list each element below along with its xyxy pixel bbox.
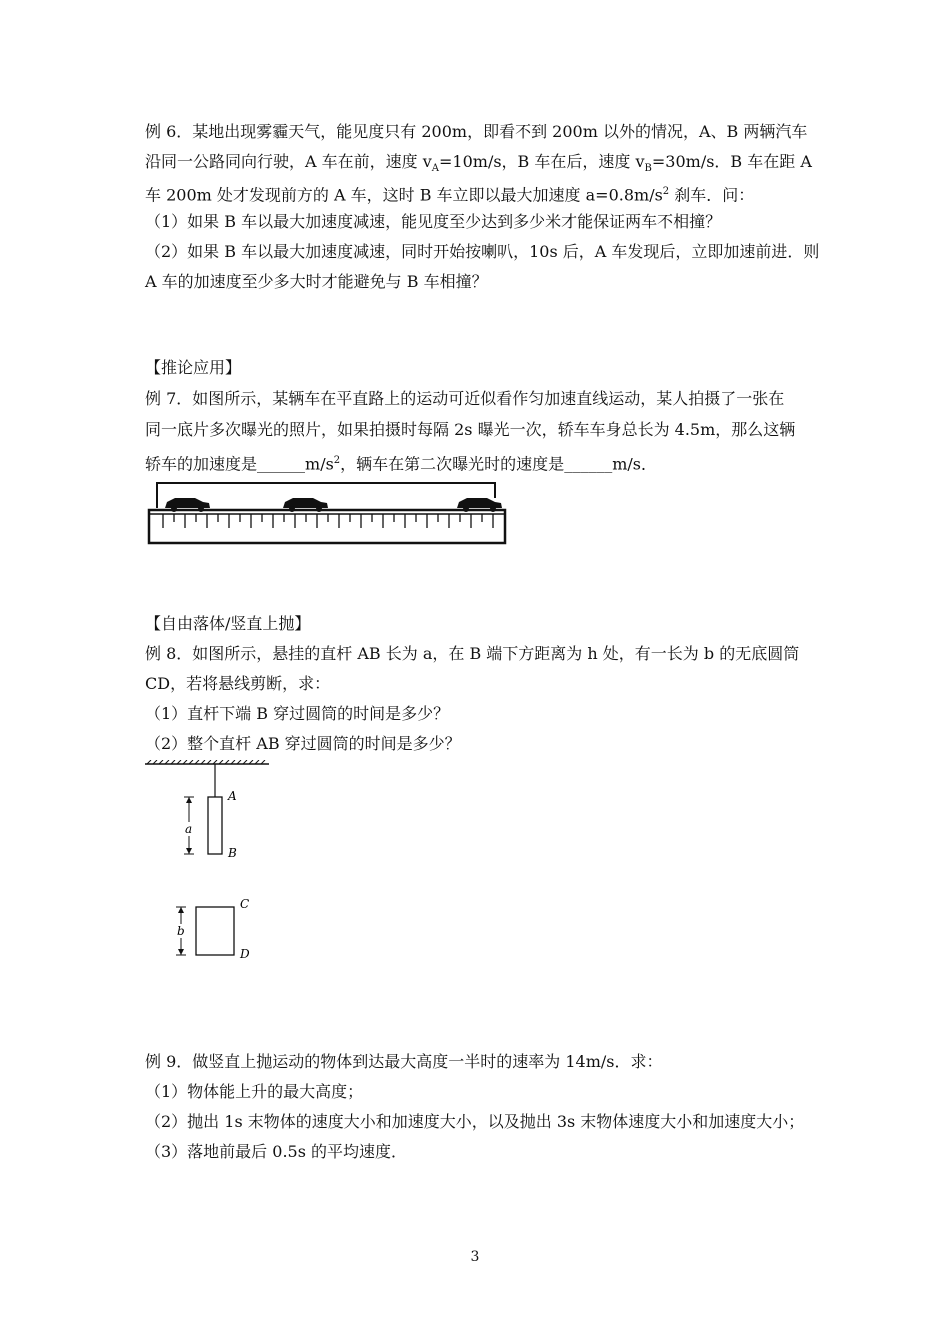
rod-cylinder-figure bbox=[145, 760, 275, 962]
ex6-line-2: 沿同一公路同向行驶，A 车在前，速度 $v_A=10m/s$，B 车在后，速度 $v_B=30m/s$．B 车在距 A bbox=[145, 152, 812, 175]
section-heading-tuilun: 【推论应用】 bbox=[145, 358, 242, 377]
page-number: 3 bbox=[470, 1249, 480, 1265]
ex7-line-3: 轿车的加速度是$\_\_\_\_\_\_m/s^2$，辆车在第二次曝光时的速度是______m/s． bbox=[145, 454, 657, 474]
ex9-line-1: 例 9．做竖直上抛运动的物体到达最大高度一半时的速率为 14m/s．求： bbox=[145, 1052, 663, 1071]
label-a-point: A bbox=[228, 789, 237, 803]
ex9-question-1: （1）物体能上升的最大高度； bbox=[145, 1082, 364, 1101]
ex8-line-1: 例 8．如图所示，悬挂的直杆 AB 长为 a，在 B 端下方距离为 h 处，有一长为 b 的无底圆筒 bbox=[145, 644, 800, 663]
label-b-length: b bbox=[177, 924, 185, 938]
ex6-line-1: 例 6．某地出现雾霾天气，能见度只有 200m，即看不到 200m 以外的情况，A、B 两辆汽车 bbox=[145, 122, 808, 141]
rod-ab bbox=[208, 797, 222, 854]
ex7-line-1: 例 7．如图所示，某辆车在平直路上的运动可近似看作匀加速直线运动，某人拍摄了一张在 bbox=[145, 389, 785, 408]
ruler-ticks bbox=[163, 514, 493, 528]
ex9-question-3: （3）落地前最后 0.5s 的平均速度． bbox=[145, 1142, 408, 1161]
ex8-line-2: CD，若将悬线剪断，求： bbox=[145, 674, 331, 693]
label-c-point: C bbox=[240, 897, 250, 911]
ex9-question-2: （2）抛出 1s 末物体的速度大小和加速度大小，以及抛出 3s 末物体速度大小和加速度大小； bbox=[145, 1112, 805, 1131]
label-d-point: D bbox=[240, 947, 250, 961]
ex8-question-1: （1）直杆下端 B 穿过圆筒的时间是多少？ bbox=[145, 704, 450, 723]
ex8-question-2: （2）整个直杆 AB 穿过圆筒的时间是多少？ bbox=[145, 734, 461, 753]
section-heading-ziyou: 【自由落体/竖直上抛】 bbox=[145, 614, 311, 633]
ex6-question-2-cont: A 车的加速度至少多大时才能避免与 B 车相撞？ bbox=[145, 272, 488, 291]
answer-blank-1: ______ bbox=[257, 454, 306, 474]
cylinder-cd bbox=[196, 907, 234, 955]
ex6-question-2: （2）如果 B 车以最大加速度减速，同时开始按喇叭，10s 后，A 车发现后，立即加速前进．则 bbox=[145, 242, 820, 261]
car-ruler-figure bbox=[145, 478, 510, 546]
ex6-line-3: 车 200m 处才发现前方的 A 车，这时 B 车立即以最大加速度 $a=0.8m/s^2$ 刹车．问： bbox=[145, 185, 755, 205]
ruler bbox=[149, 510, 505, 543]
answer-blank-2: ______ bbox=[564, 454, 613, 474]
label-a-length: a bbox=[185, 822, 193, 836]
ex6-question-1: （1）如果 B 车以最大加速度减速，能见度至少达到多少米才能保证两车不相撞？ bbox=[145, 212, 722, 231]
ex7-line-2: 同一底片多次曝光的照片，如果拍摄时每隔 2s 曝光一次，轿车车身总长为 4.5m，那么这辆 bbox=[145, 420, 796, 439]
label-b-point: B bbox=[228, 846, 237, 860]
